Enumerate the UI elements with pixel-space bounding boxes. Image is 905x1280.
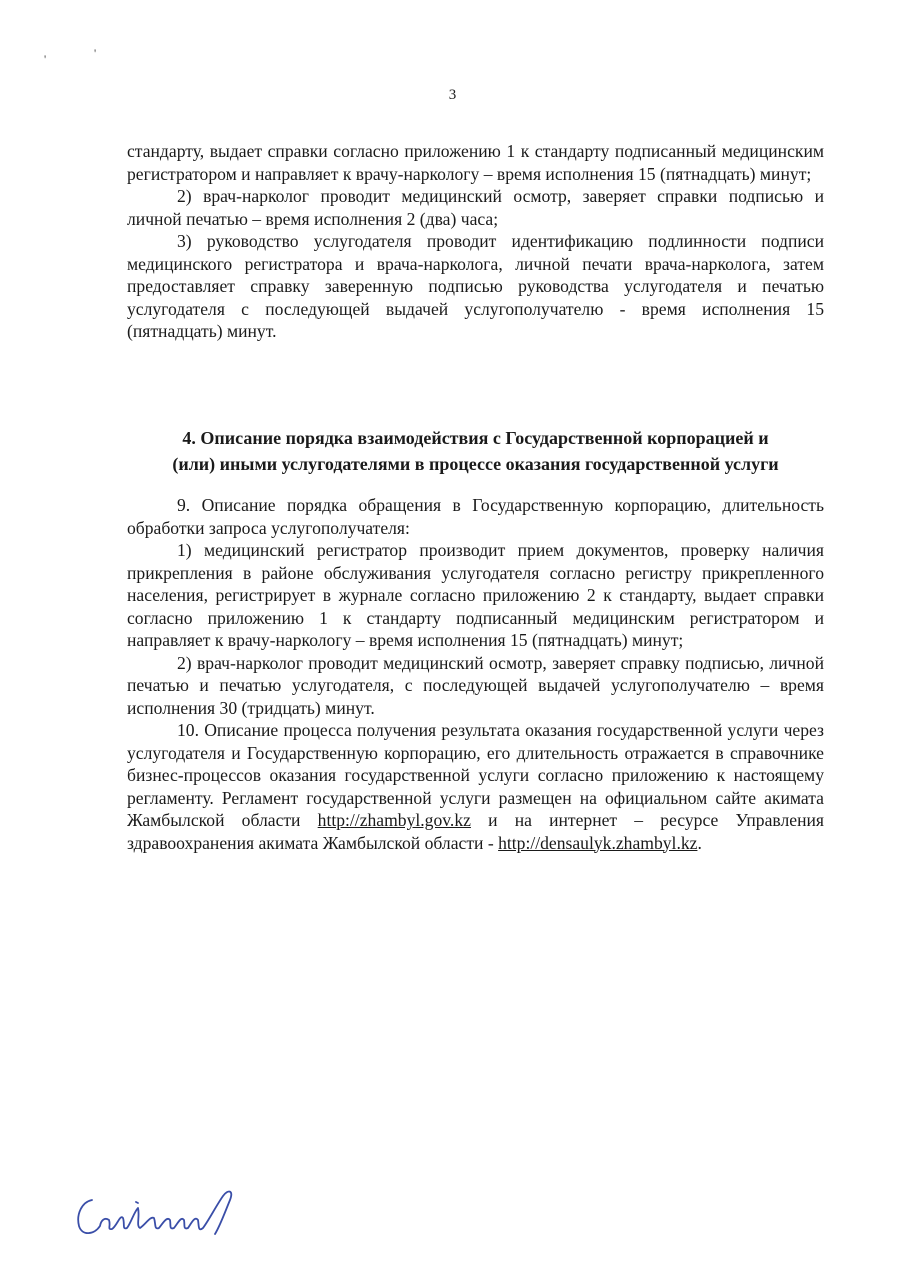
heading-line-2: (или) иными услугодателями в процессе оказания государственной услуги (172, 454, 779, 474)
signature-dot (136, 1202, 138, 1203)
paragraph-item-2: 2) врач-нарколог проводит медицинский осмотр, заверяет справки подписью и личной печатью – время исполнения 2 (два) часа; (127, 186, 824, 229)
paragraph-9: 9. Описание порядка обращения в Государственную корпорацию, длительность обработки запроса услугополучателя: (127, 495, 824, 538)
signature-stroke (78, 1191, 231, 1234)
paragraph-continuation: стандарту, выдает справки согласно приложению 1 к стандарту подписанный медицинским регистратором и направляет к врачу-наркологу – время исполнения 15 (пятнадцать) минут; (127, 141, 824, 184)
section-4-body (127, 494, 824, 854)
handwritten-signature (70, 1178, 250, 1248)
paragraph-10-text-a: 10. Описание процесса получения результата оказания государственной услуги через услугодателя и Государственную корпорацию, его длительность отражается в справочнике бизнес-процессов оказания государственной услуги согласно приложению к настоящему регламенту. Регламент государственной услуги размещен на официальном сайте акимата Жамбылской области (127, 720, 824, 830)
paragraph-item-3: 3) руководство услугодателя проводит идентификацию подлинности подписи медицинского регистратора и врача-нарколога, личной печати врача-нарколога, затем предоставляет справку заверенную подписью руководства услугодателя и печатью услугодателя с последующей выдачей услугополучателю - время исполнения 15 (пятнадцать) минут. (127, 231, 824, 341)
paragraph-9-item-2: 2) врач-нарколог проводит медицинский осмотр, заверяет справку подписью, личной печатью и печатью услугодателя, с последующей выдачей услугополучателю – время исполнения 30 (тридцать) минут. (127, 652, 824, 718)
scan-mark: ' (44, 52, 47, 66)
heading-line-1: 4. Описание порядка взаимодействия с Государственной корпорацией и (182, 428, 769, 448)
paragraph-10 (127, 719, 824, 854)
link-zhambyl-gov[interactable]: http://zhambyl.gov.kz (317, 810, 471, 830)
paragraph-10-text-b: и на интернет – ресурсе Управления здравоохранения акимата Жамбылской области - (127, 810, 824, 853)
top-section (127, 140, 824, 343)
paragraph-9-item-1: 1) медицинский регистратор производит прием документов, проверку наличия прикрепления в районе обслуживания услугодателя согласно регистру прикрепленного населения, регистрирует в журнале согласно приложению 2 к стандарту, выдает справки согласно приложению 1 к стандарту подписанный медицинским регистратором и направляет к врачу-наркологу – время исполнения 15 (пятнадцать) минут; (127, 540, 824, 650)
section-heading (127, 425, 824, 477)
page-number: 3 (448, 87, 457, 103)
scan-mark: ' (94, 46, 97, 60)
paragraph-10-text-c: . (697, 832, 702, 853)
link-densaulyk-zhambyl[interactable]: http://densaulyk.zhambyl.kz (498, 832, 698, 853)
